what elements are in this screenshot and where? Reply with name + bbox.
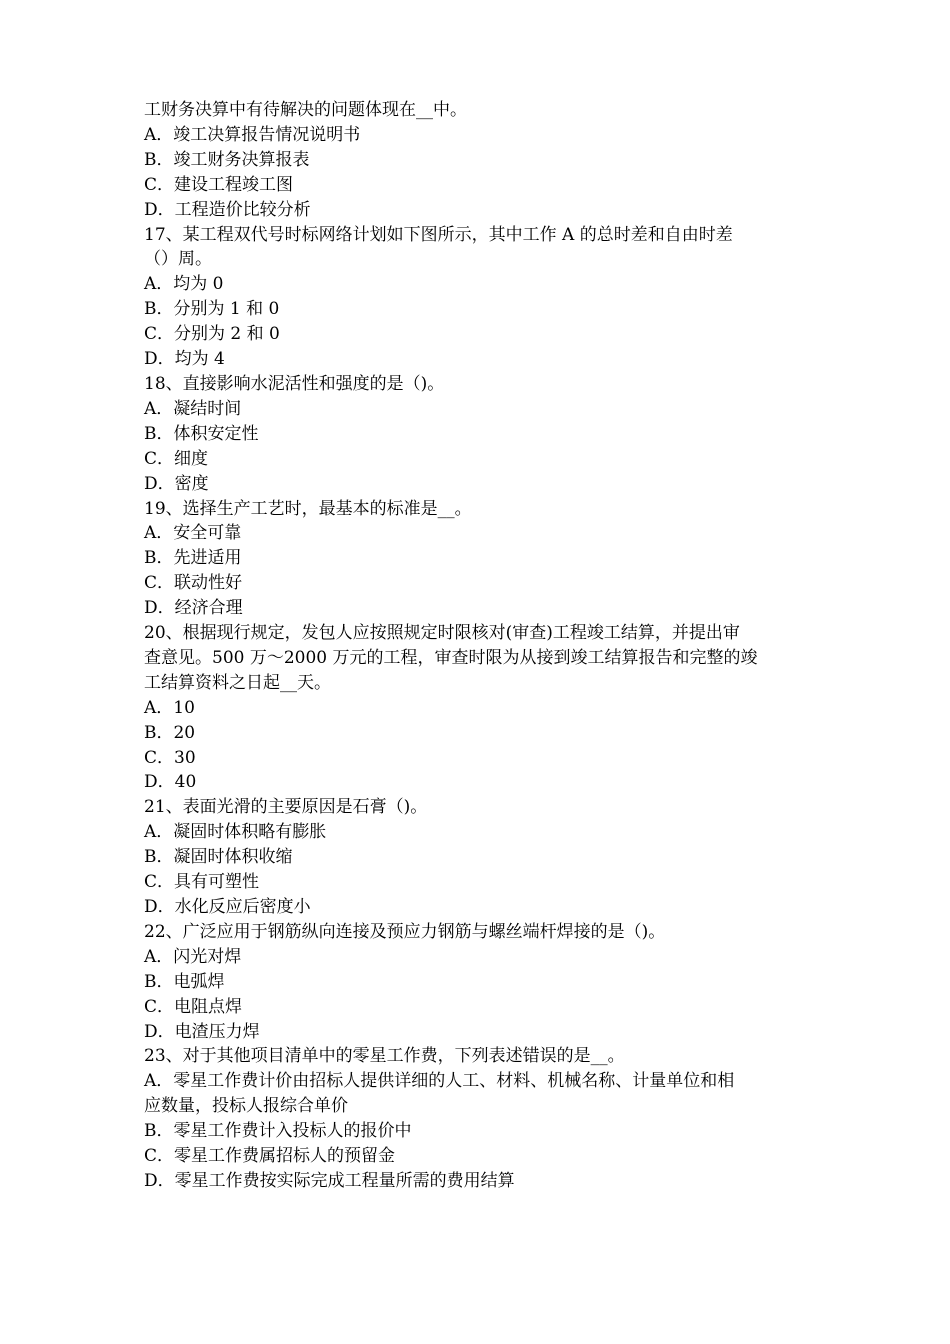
text-line: C．联动性好 [144, 573, 243, 594]
text-line: D．密度 [144, 473, 209, 494]
text-line: A．竣工决算报告情况说明书 [144, 124, 361, 145]
text-line: C．分别为 2 和 0 [144, 324, 280, 345]
text-line: 21、表面光滑的主要原因是石膏（)。 [144, 797, 428, 818]
text-line: B．电弧焊 [144, 971, 225, 992]
text-line: D．均为 4 [144, 349, 225, 370]
text-line: 18、直接影响水泥活性和强度的是（)。 [144, 373, 445, 394]
text-line: 19、选择生产工艺时，最基本的标准是__。 [144, 498, 472, 519]
text-line: 17、某工程双代号时标网络计划如下图所示，其中工作 A 的总时差和自由时差 [144, 224, 733, 245]
text-line: A．闪光对焊 [144, 946, 242, 967]
text-line: 22、广泛应用于钢筋纵向连接及预应力钢筋与螺丝端杆焊接的是（)。 [144, 921, 666, 942]
text-line: 工结算资料之日起__天。 [144, 672, 331, 693]
text-line: 查意见。500 万～2000 万元的工程，审查时限为从接到竣工结算报告和完整的竣 [144, 647, 758, 668]
document-page [144, 98, 814, 1194]
text-line: B．竣工财务决算报表 [144, 149, 310, 170]
text-line: C．细度 [144, 448, 209, 469]
text-line: C．具有可塑性 [144, 872, 260, 893]
text-line: 工财务决算中有待解决的问题体现在__中。 [144, 100, 467, 120]
text-line: A．凝结时间 [144, 398, 242, 419]
text-line: D．水化反应后密度小 [144, 897, 311, 917]
text-line: B．零星工作费计入投标人的报价中 [144, 1121, 412, 1142]
text-line: C．零星工作费属招标人的预留金 [144, 1146, 396, 1167]
text-line: D．工程造价比较分析 [144, 199, 311, 220]
text-line: A．均为 0 [144, 274, 224, 295]
text-line: A．零星工作费计价由招标人提供详细的人工、材料、机械名称、计量单位和相 [144, 1071, 735, 1092]
text-line: A．10 [144, 697, 195, 718]
text-line: D．零星工作费按实际完成工程量所需的费用结算 [144, 1170, 515, 1191]
text-line: B．先进适用 [144, 548, 242, 569]
text-line: C．电阻点焊 [144, 996, 243, 1017]
text-line: D．电渣压力焊 [144, 1021, 260, 1042]
text-line: D．经济合理 [144, 598, 243, 619]
text-line: D．40 [144, 772, 197, 793]
text-line: 20、根据现行规定，发包人应按照规定时限核对(审查)工程竣工结算，并提出审 [144, 623, 740, 644]
text-line: 23、对于其他项目清单中的零星工作费，下列表述错误的是__。 [144, 1046, 625, 1067]
text-line: 应数量，投标人报综合单价 [144, 1096, 348, 1117]
text-line: A．凝固时体积略有膨胀 [144, 822, 327, 843]
text-line: C．30 [144, 747, 196, 768]
text-line: B．体积安定性 [144, 423, 259, 444]
text-line: B．凝固时体积收缩 [144, 847, 293, 868]
text-line: C．建设工程竣工图 [144, 174, 294, 195]
text-line: A．安全可靠 [144, 523, 242, 544]
text-line: B．分别为 1 和 0 [144, 299, 280, 320]
text-line: （）周。 [144, 249, 212, 270]
text-line: B．20 [144, 722, 196, 743]
